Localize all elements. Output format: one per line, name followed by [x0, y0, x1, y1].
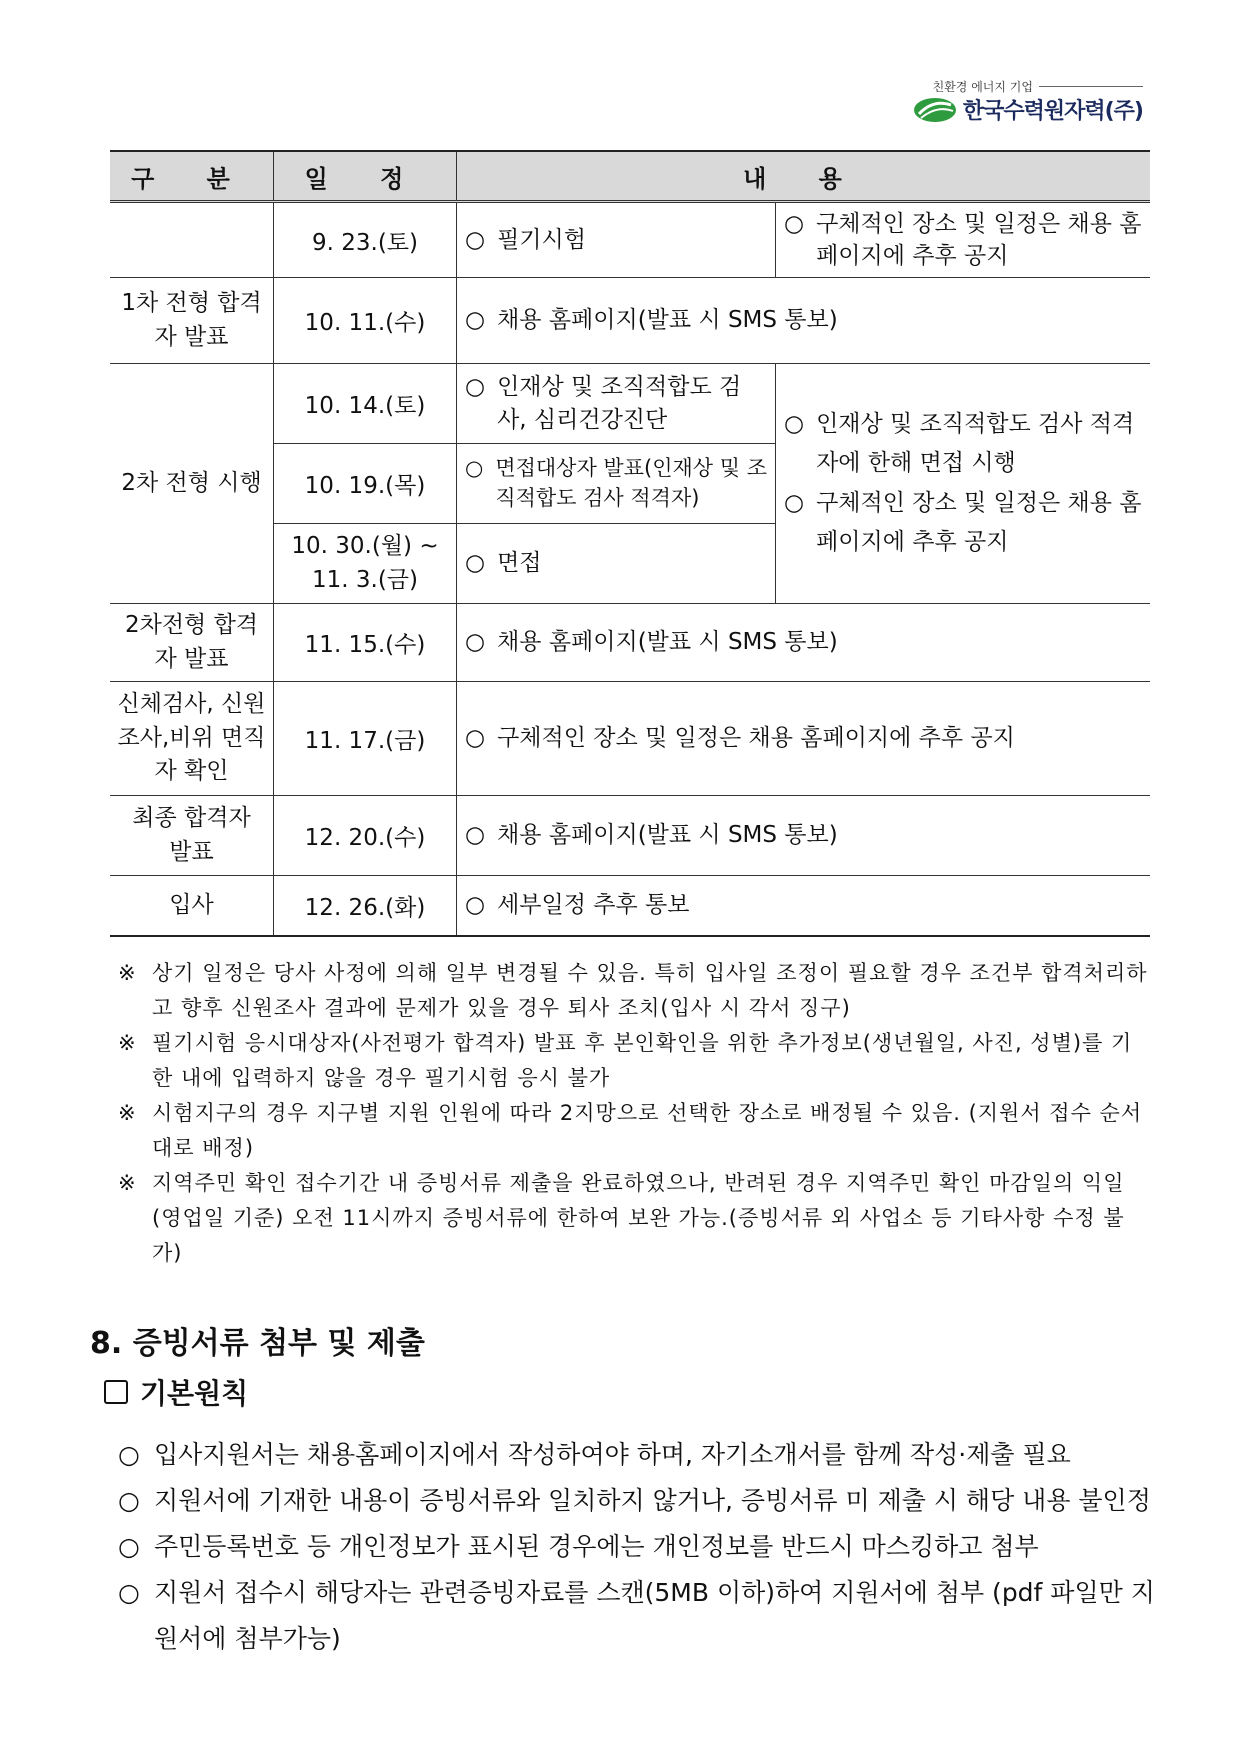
section-subtitle: 기본원칙: [104, 1372, 248, 1412]
table-row: 1차 전형 합격자 발표 10. 11.(수) ○ 채용 홈페이지(발표 시 SMS 통보): [110, 278, 1150, 364]
schedule-table: [110, 150, 1150, 937]
notes-list: [118, 956, 1148, 1271]
principles-list: [118, 1432, 1158, 1662]
checkbox-square-icon: [104, 1380, 128, 1404]
note-item: ※ 상기 일정은 당사 사정에 의해 일부 변경될 수 있음. 특히 입사일 조정이 필요할 경우 조건부 합격처리하고 향후 신원조사 결과에 문제가 있을 경우 퇴사 조치(입사 시 각서 징구): [118, 961, 1148, 1020]
note-item: ※ 시험지구의 경우 지구별 지원 인원에 따라 2지망으로 선택한 장소로 배정될 수 있음. (지원서 접수 순서대로 배정): [118, 1101, 1143, 1160]
table-row: 2차전형 합격자 발표 11. 15.(수) ○ 채용 홈페이지(발표 시 SMS 통보): [110, 604, 1150, 682]
header-category: 구 분: [110, 151, 274, 202]
table-header-row: [110, 151, 1150, 202]
khnp-leaf-icon: [913, 97, 957, 123]
note-item: ※ 지역주민 확인 접수기간 내 증빙서류 제출을 완료하였으나, 반려된 경우 지역주민 확인 마감일의 익일(영업일 기준) 오전 11시까지 증빙서류에 한하여 보완 가능.(증빙서류 외 사업소 등 기타사항 수정 불가): [118, 1171, 1125, 1265]
note-item: ※ 필기시험 응시대상자(사전평가 합격자) 발표 후 본인확인을 위한 추가정보(생년월일, 사진, 성별)를 기한 내에 입력하지 않을 경우 필기시험 응시 불가: [118, 1031, 1133, 1090]
principle-item: ○ 주민등록번호 등 개인정보가 표시된 경우에는 개인정보를 반드시 마스킹하고 첨부: [118, 1532, 1039, 1561]
table-row: 최종 합격자 발표 12. 20.(수) ○ 채용 홈페이지(발표 시 SMS 통보): [110, 796, 1150, 876]
logo-tagline: 친환경 에너지 기업: [933, 78, 1143, 95]
company-name: 한국수력원자력(주): [962, 99, 1143, 124]
table-row: 9. 23.(토) ○ 필기시험 ○ 구체적인 장소 및 일정은 채용 홈페이지에 추후 공지: [110, 202, 1150, 278]
table-row: 입사 12. 26.(화) ○ 세부일정 추후 통보: [110, 876, 1150, 936]
table-row: 10. 19.(목) ○ 면접대상자 발표(인재상 및 조직적합도 검사 적격자): [110, 444, 1150, 524]
header-content: 내 용: [457, 151, 1151, 202]
header-date: 일 정: [274, 151, 457, 202]
table-row: 2차 전형 시행 10. 14.(토) ○ 인재상 및 조직적합도 검사, 심리건강진단 ○ 인재상 및 조직적합도 검사 적격자에 한해 면접 시행 ○ 구체적인 장소 및 일정은 채용 홈페이지에 추후 공지: [110, 364, 1150, 444]
principle-item: ○ 지원서에 기재한 내용이 증빙서류와 일치하지 않거나, 증빙서류 미 제출 시 해당 내용 불인정: [118, 1486, 1151, 1515]
section-title: 8. 증빙서류 첨부 및 제출: [90, 1326, 425, 1361]
principle-item: ○ 입사지원서는 채용홈페이지에서 작성하여야 하며, 자기소개서를 함께 작성·제출 필요: [118, 1440, 1071, 1469]
principle-item: ○ 지원서 접수시 해당자는 관련증빙자료를 스캔(5MB 이하)하여 지원서에 첨부 (pdf 파일만 지원서에 첨부가능): [118, 1578, 1155, 1653]
table-row: 10. 30.(월) ~ 11. 3.(금) ○ 면접: [110, 524, 1150, 604]
logo-brand: [913, 94, 1143, 125]
company-logo: [853, 78, 1143, 128]
table-row: 신체검사, 신원조사,비위 면직자 확인 11. 17.(금) ○ 구체적인 장소 및 일정은 채용 홈페이지에 추후 공지: [110, 682, 1150, 796]
